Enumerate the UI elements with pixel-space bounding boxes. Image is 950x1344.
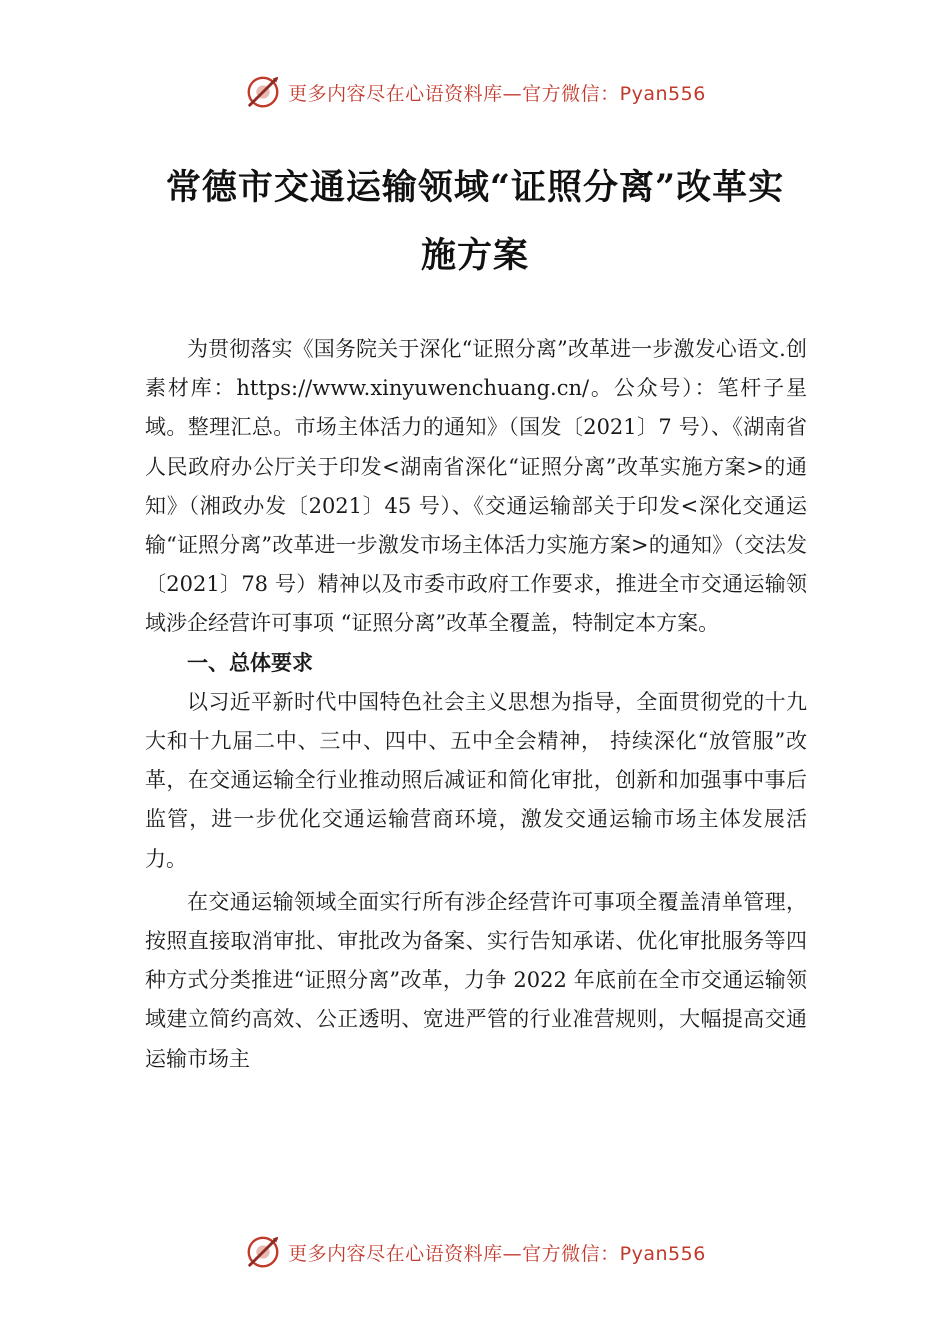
- intro-paragraph: 为贯彻落实《国务院关于深化“证照分离”改革进一步激发心语文.创素材库：https://www.xinyuwenchuang.cn/。公众号）：笔杆子星域。整理汇总。市场主体活力的通知》（国发〔2021〕7 号）、《湖南省人民政府办公厅关于印发<湖南省深化“证照分离”改革实施方案>的通知》（湘政办发〔2021〕45 号）、《交通运输部关于印发<深化交通运输“证照分离”改革进一步激发市场主体活力实施方案>的通知》（交法发〔2021〕78 号）精神以及市委市政府工作要求，推进全市交通运输领域涉企经营许可事项 “证照分离”改革全覆盖，特制定本方案。: [145, 337, 807, 636]
- document-body: [145, 330, 807, 1079]
- watermark-banner-top: [0, 72, 950, 112]
- watermark-text: 更多内容尽在心语资料库—官方微信：Pyan556: [288, 1242, 706, 1265]
- page-title-line-2: 施方案: [420, 235, 529, 276]
- watermark-banner-bottom: [0, 1232, 950, 1272]
- paragraph: 在交通运输领域全面实行所有涉企经营许可事项全覆盖清单管理，按照直接取消审批、审批改为备案、实行告知承诺、优化审批服务等四种方式分类推进“证照分离”改革，力争 2022 年底前在全市交通运输领域建立简约高效、公正透明、宽进严管的行业准营规则，大幅提高交通运输市场主: [145, 889, 807, 1071]
- watermark-text: 更多内容尽在心语资料库—官方微信：Pyan556: [288, 82, 706, 105]
- paragraph: 以习近平新时代中国特色社会主义思想为指导，全面贯彻党的十九大和十九届二中、三中、四中、五中全会精神， 持续深化“放管服”改革，在交通运输全行业推动照后减证和简化审批，创新和加强事中事后监管，进一步优化交通运输营商环境，激发交通运输市场主体发展活力。: [145, 689, 807, 871]
- page-title-line-1: 常德市交通运输领域“证照分离”改革实: [165, 167, 785, 208]
- logo-icon: [244, 73, 282, 111]
- section-heading: 一、总体要求: [187, 650, 313, 675]
- logo-icon: [244, 1233, 282, 1271]
